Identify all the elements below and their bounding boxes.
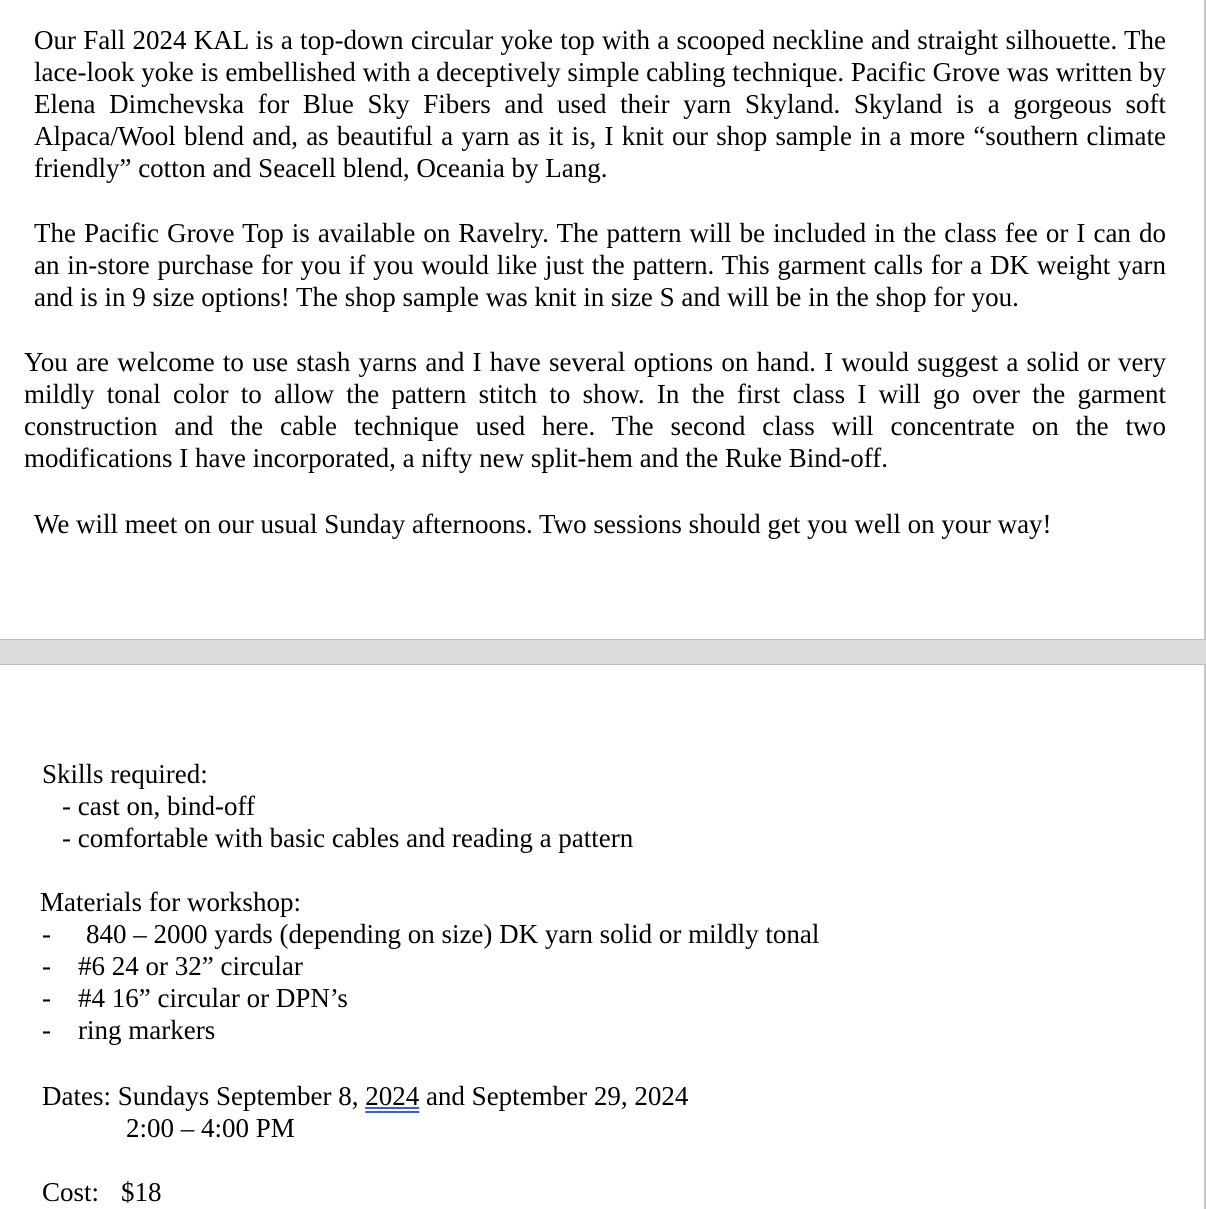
page-gap: [0, 640, 1206, 663]
skills-heading: Skills required:: [42, 759, 208, 789]
material-item: 840 – 2000 yards (depending on size) DK yarn solid or mildly tonal: [86, 919, 820, 949]
dates-underlined-year: 2024: [365, 1081, 420, 1111]
time-line: 2:00 – 4:00 PM: [126, 1113, 295, 1143]
meeting-paragraph: We will meet on our usual Sunday afternoons. Two sessions should get you well on your way!: [34, 509, 1052, 539]
intro-paragraph: Our Fall 2024 KAL is a top-down circular yoke top with a scooped neckline and straight silhouette. The lace-look yoke is embellished with a deceptively simple cabling technique. Pacific Grove was written by Elena Dimchevska for Blue Sky Fibers and used their yarn Skyland. Skyland is a gorgeous soft Alpaca/Wool blend and, as beautiful a yarn as it is, I knit our shop sample in a more “southern climate friendly” cotton and Seacell blend, Oceania by Lang.: [34, 25, 1166, 183]
cost-line: [42, 1176, 162, 1208]
list-dash: -: [42, 983, 51, 1013]
cost-value: $18: [121, 1177, 162, 1207]
material-item: ring markers: [78, 1015, 216, 1045]
skill-item: - comfortable with basic cables and reading a pattern: [62, 823, 634, 853]
material-item: #6 24 or 32” circular: [78, 951, 303, 981]
pattern-paragraph: The Pacific Grove Top is available on Ravelry. The pattern will be included in the class fee or I can do an in-store purchase for you if you would like just the pattern. This garment calls for a DK weight yarn and is in 9 size options! The shop sample was knit in size S and will be in the shop for you.: [34, 218, 1166, 312]
dates-prefix: Dates: Sundays September 8,: [42, 1081, 366, 1111]
list-dash: -: [42, 1015, 51, 1045]
cost-label: Cost:: [42, 1177, 100, 1207]
list-dash: -: [42, 919, 51, 949]
dates-line: [42, 1080, 688, 1112]
list-dash: -: [42, 951, 51, 981]
skill-item: - cast on, bind-off: [62, 791, 255, 821]
material-item: #4 16” circular or DPN’s: [78, 983, 348, 1013]
dates-suffix: and September 29, 2024: [419, 1081, 689, 1111]
document-page-2: [0, 664, 1206, 1209]
materials-heading: Materials for workshop:: [40, 887, 301, 917]
yarn-paragraph: You are welcome to use stash yarns and I have several options on hand. I would suggest a solid or very mildly tonal color to allow the pattern stitch to show. In the first class I will go over the garment construction and the cable technique used here. The second class will concentrate on the two modifications I have incorporated, a nifty new split-hem and the Ruke Bind-off.: [24, 347, 1166, 473]
